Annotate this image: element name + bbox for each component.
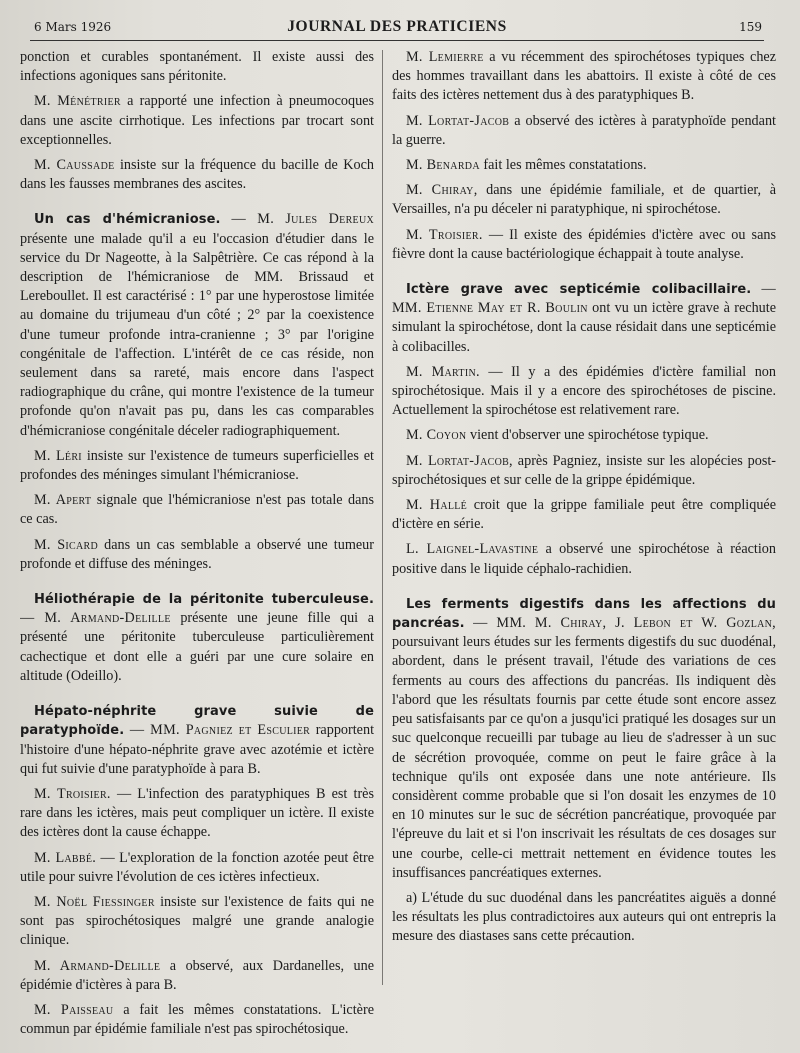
speaker-name: M. Lemierre (406, 49, 484, 65)
section-heliotherapie (20, 590, 374, 686)
speaker-name: M. Troisier. (34, 785, 111, 802)
paragraph-text: — Il existe des épidémies d'ictère avec ou sans fièvre dont la cause bactériologique échappait à toute analyse. (392, 226, 776, 262)
section-author: — MM. Pagniez et Esculier (129, 722, 311, 739)
paragraph-text: a observé, aux Dardanelles, une épidémie d'ictères à para B. (20, 957, 374, 993)
paragraph-text: vient d'observer une spirochétose typique. (466, 427, 709, 444)
page-number: 159 (739, 20, 762, 34)
speaker-name: L. Laignel-Lavastine (406, 541, 539, 558)
section-ferments-digestifs (392, 595, 776, 883)
paragraph-text: — Il y a des épidémies d'ictère familial non spirochétosique. Mais il y a encore des spirochétoses de piscine. Actuellement la spirochétose est relativement rare. (392, 363, 776, 419)
section-text: rapportent l'histoire d'une hépato-néphrite grave avec azotémie et ictère qui fut suivie d'une paratyphoïde à para B. (20, 722, 374, 777)
paragraph (20, 156, 374, 194)
section-text: présente une malade qu'il a eu l'occasion d'étudier dans le service du Dr Nageotte, à la Salpêtrière. Ce cas répond à la description de l'hémicraniose de MM. Brissaud et Lereboullet. Il est caractérisé : 1° par une hyperostose limitée au domaine du trijumeau d'un côté ; 2° par la coexistence d'une tumeur profonde intra-cranienne ; 3° par l'origine congénitale de l'affection. L'intérêt de ce cas réside, non seulement dans sa rareté, mais encore dans l'aspect radiographique du crâne, qui montre l'existence de la tumeur profonde qu'on n'avait pas pu, dans les cas comparables d'hémicraniose congénitale déceler radiographiquement. (20, 230, 374, 439)
paragraph-text: a vu récemment des spirochétoses typiques chez des hommes travaillant dans les abattoirs. Il existe à côté de ces faits des ictères nettement dus à des paratyphiques B. (392, 49, 776, 104)
paragraph (20, 893, 374, 951)
paragraph (392, 226, 776, 264)
section-ictere-grave (392, 280, 776, 357)
section-text: présente une jeune fille qui a présenté une péritonite tuberculeuse particulièrement cachectique et dont elle a guéri par une cure solaire en altitude (Odeillo). (20, 610, 374, 684)
speaker-name: M. Martin. (406, 363, 480, 380)
section-title: Un cas d'hémicraniose. (34, 212, 221, 228)
paragraph (392, 156, 776, 175)
speaker-name: M. Ménétrier (34, 93, 121, 110)
paragraph-text: dans un cas semblable a observé une tumeur profonde et diffuse des méninges. (20, 536, 374, 572)
paragraph-text: croit que la grippe familiale peut être compliquée d'ictère en série. (392, 497, 776, 533)
section-author: — M. Armand-Delille (20, 610, 171, 627)
speaker-name: M. Sicard (34, 536, 98, 553)
speaker-name: M. Troisier. (406, 226, 483, 243)
section-title: Ictère grave avec septicémie colibacillaire. (406, 282, 752, 298)
section-title: Les ferments digestifs dans les affections du pancréas. (392, 596, 776, 632)
paragraph (392, 48, 776, 106)
section-author: — MM. M. Chiray, J. Lebon et W. Gozlan, (473, 615, 776, 632)
paragraph-text: a observé une spirochétose à réaction positive dans le liquide céphalo-rachidien. (392, 541, 776, 577)
paragraph (392, 112, 776, 150)
speaker-name: M. Coyon (406, 427, 467, 444)
speaker-name: M. Armand-Delille (34, 957, 161, 974)
paragraph (20, 447, 374, 485)
paragraph-text: a fait les mêmes constatations. L'ictère commun par épidémie familiale n'est pas spirochétosique. (20, 1001, 374, 1038)
paragraph (20, 92, 374, 150)
section-hepato-nephrite (20, 702, 374, 779)
paragraph-text: fait les mêmes constatations. (479, 157, 647, 174)
paragraph (392, 496, 776, 534)
section-author: — MM. Etienne May et R. Boulin (392, 281, 776, 317)
speaker-name: M. Labbé. (34, 849, 97, 866)
column-divider (382, 50, 383, 985)
paragraph (392, 181, 776, 219)
paragraph (20, 491, 374, 529)
section-text: poursuivant leurs études sur les ferments digestifs du suc duodénal, abordent, dans le présent travail, l'étude des variations de ces ferments au cours des affections du pancréas. Ils indiquent dès l'abord que les résultats fournis par cette étude sont encore assez peu satisfaisants par ce qu'on a jusqu'ici pratiqué les dosages sur un suc quelconque recueilli par tubage au lieu de s'adresser à un suc de sécrétion provoquée, comme on peut le faire grâce à la technique qu'ils ont exposée dans une note antérieure. Ils considèrent comme probable que si l'on dosait les enzymes de 10 en 10 minutes sur le suc de sécrétion pancréatique, provoquée par l'épreuve du lait et si l'on inscrivait les résultats de ces dosages sur une courbe, celle-ci mettrait nettement en évidence toutes les insuffisances pancréatiques externes. (392, 634, 776, 881)
speaker-name: M. Apert (34, 492, 92, 509)
section-title: Héliothérapie de la péritonite tuberculeuse. (34, 592, 374, 608)
section-hemicraniose (20, 210, 374, 440)
paragraph (20, 785, 374, 843)
paragraph-text: insiste sur l'existence de faits qui ne sont pas spirochétosiques malgré une grande analogie clinique. (20, 893, 374, 949)
right-column (392, 48, 776, 1048)
paragraph-text: signale que l'hémicraniose n'est pas totale dans ce cas. (20, 492, 374, 528)
header-date: 6 Mars 1926 (34, 20, 112, 34)
paragraph-text: après Pagniez, insiste sur les alopécies post-spirochétosiques et sur celle de la grippe épidémique. (392, 452, 776, 488)
section-author: — M. Jules Dereux (231, 211, 374, 228)
paragraph: a) L'étude du suc duodénal dans les pancréatites aiguës a donné les résultats les plus contradictoires aux auteurs qui ont entrepris la mesure des diastases sans cette précaution. (392, 889, 776, 945)
paragraph-text: dans une épidémie familiale, et de quartier, à Versailles, n'a pu déceler ni paratyphique, ni spirochétose. (392, 182, 776, 218)
speaker-name: M. Lortat-Jacob (406, 112, 510, 129)
section-text: ont vu un ictère grave à rechute simulant la spirochétose, dont la cause résidait dans une septicémie à colibacilles. (392, 300, 776, 355)
paragraph (20, 536, 374, 574)
paragraph-text: a rapporté une infection à pneumocoques dans une ascite cirrhotique. Les infections par trocart sont exceptionnelles. (20, 93, 374, 148)
paragraph-text: insiste sur l'existence de tumeurs superficielles et profondes des méninges simulant l'hémicraniose. (20, 447, 374, 484)
speaker-name: M. Chiray, (406, 182, 478, 199)
left-column (20, 48, 374, 1048)
speaker-name: M. Benarda (406, 157, 480, 174)
paragraph-text: — L'exploration de la fonction azotée peut être utile pour suivre l'évolution de ces ictères infectieux. (20, 849, 374, 885)
paragraph-text: a observé des ictères à paratyphoïde pendant la guerre. (392, 112, 776, 148)
speaker-name: M. Lortat-Jacob, (406, 452, 513, 469)
speaker-name: M. Paisseau (34, 1001, 114, 1018)
paragraph-text: — L'infection des paratyphiques B est très rare dans les ictères, mais peut compliquer un ictère. Il existe des ictères dont la cause échappe. (20, 785, 374, 841)
paragraph (20, 1001, 374, 1039)
paragraph (20, 849, 374, 887)
paragraph (20, 957, 374, 995)
paragraph (392, 452, 776, 490)
paragraph (392, 540, 776, 578)
paragraph: ponction et curables spontanément. Il existe aussi des infections agoniques sans péritonite. (20, 49, 374, 85)
speaker-name: M. Léri (34, 447, 82, 464)
speaker-name: M. Caussade (34, 157, 115, 174)
page-header (30, 16, 764, 41)
paragraph (392, 363, 776, 421)
speaker-name: M. Noël Fiessinger (34, 893, 155, 910)
paragraph (392, 426, 776, 445)
journal-title: JOURNAL DES PRATICIENS (287, 18, 507, 35)
section-title: Hépato-néphrite grave suivie de paratyphoïde. (20, 704, 374, 739)
paragraph-text: insiste sur la fréquence du bacille de Koch dans les fausses membranes des ascites. (20, 157, 374, 193)
speaker-name: M. Hallé (406, 497, 468, 514)
